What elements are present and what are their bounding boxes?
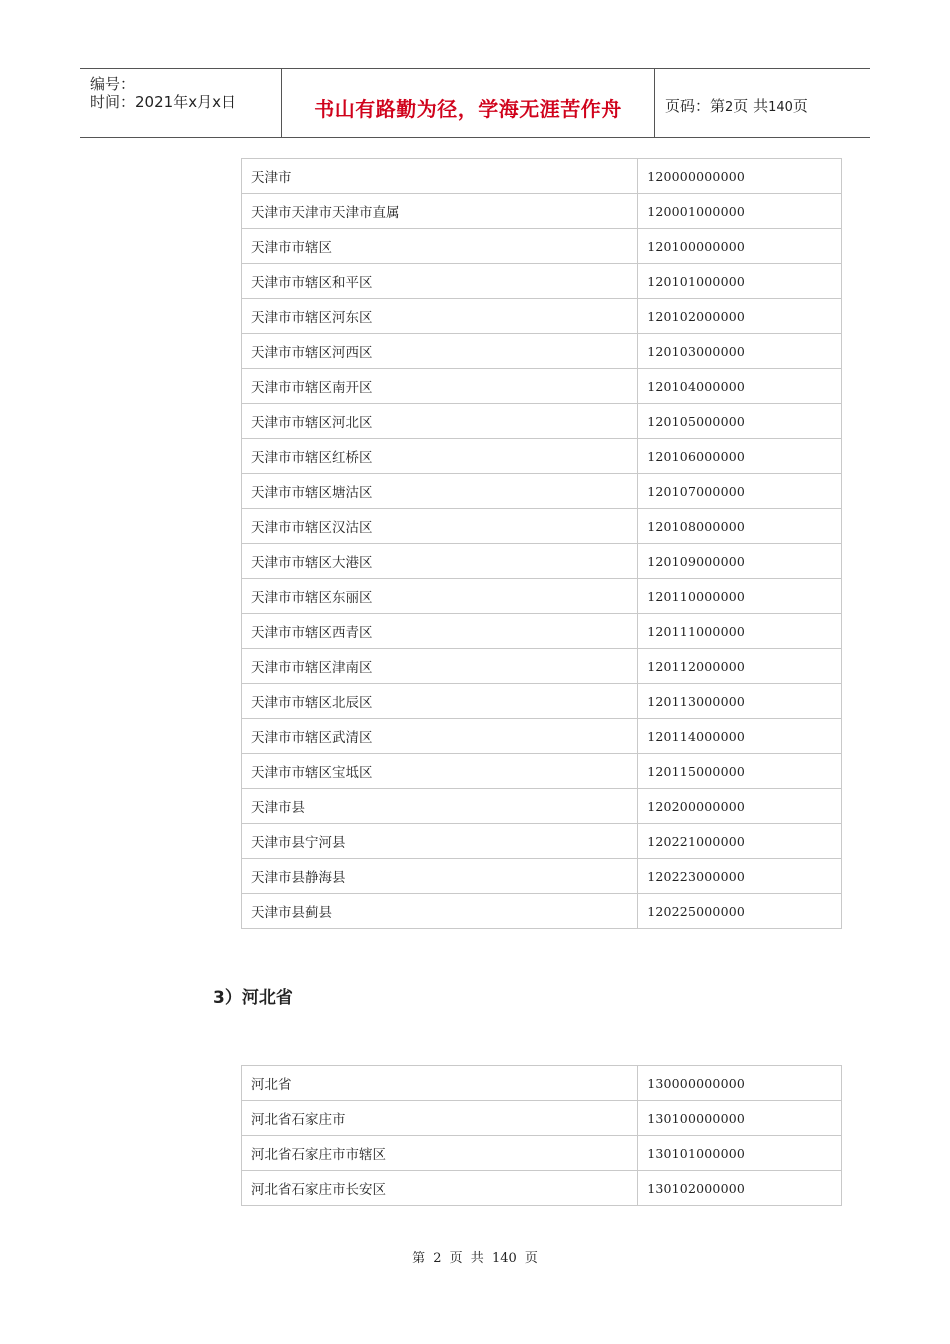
tianjin-code-table: [241, 158, 842, 929]
region-name-cell: 天津市县宁河县: [242, 824, 638, 859]
region-code-cell: 120100000000: [638, 229, 842, 264]
region-code-cell: 120109000000: [638, 544, 842, 579]
page-end-label: 页: [792, 97, 808, 115]
region-code-cell: 130100000000: [638, 1101, 842, 1136]
table-row: [242, 474, 842, 509]
header-page-cell: [655, 69, 870, 137]
table-row: [242, 194, 842, 229]
section-heading-hebei: 3）河北省: [213, 988, 293, 1008]
region-name-cell: 天津市市辖区东丽区: [242, 579, 638, 614]
region-code-cell: 120113000000: [638, 684, 842, 719]
header-info-cell: [80, 69, 282, 137]
region-name-cell: 河北省石家庄市: [242, 1101, 638, 1136]
page-current: 2: [725, 100, 734, 115]
region-code-cell: 120225000000: [638, 894, 842, 929]
region-code-cell: 120001000000: [638, 194, 842, 229]
hebei-code-table: [241, 1065, 842, 1206]
region-code-cell: 120107000000: [638, 474, 842, 509]
region-name-cell: 天津市县蓟县: [242, 894, 638, 929]
region-name-cell: 天津市市辖区汉沽区: [242, 509, 638, 544]
table-row: [242, 649, 842, 684]
region-name-cell: 天津市市辖区河北区: [242, 404, 638, 439]
table-row: [242, 299, 842, 334]
footer-suffix: 页: [524, 1251, 538, 1266]
header-motto: 书山有路勤为径，学海无涯苦作舟: [314, 97, 622, 121]
region-name-cell: 天津市市辖区大港区: [242, 544, 638, 579]
region-name-cell: 天津市市辖区津南区: [242, 649, 638, 684]
region-name-cell: 天津市市辖区武清区: [242, 719, 638, 754]
time-value: 2021年x月x日: [135, 93, 236, 111]
region-name-cell: 天津市市辖区宝坻区: [242, 754, 638, 789]
region-name-cell: 天津市市辖区和平区: [242, 264, 638, 299]
table-row: [242, 159, 842, 194]
region-name-cell: 天津市市辖区河西区: [242, 334, 638, 369]
page-total: 140: [768, 100, 793, 115]
header-page-number: [665, 95, 808, 116]
region-code-cell: 120103000000: [638, 334, 842, 369]
hebei-table-body: [242, 1066, 842, 1206]
table-row: [242, 1171, 842, 1206]
region-code-cell: 130102000000: [638, 1171, 842, 1206]
region-name-cell: 天津市市辖区红桥区: [242, 439, 638, 474]
table-row: [242, 859, 842, 894]
table-row: [242, 509, 842, 544]
region-code-cell: 130101000000: [638, 1136, 842, 1171]
table-row: [242, 439, 842, 474]
region-name-cell: 天津市市辖区北辰区: [242, 684, 638, 719]
table-row: [242, 264, 842, 299]
region-code-cell: 120200000000: [638, 789, 842, 824]
region-name-cell: 天津市: [242, 159, 638, 194]
page-mid-label: 页 共: [733, 97, 769, 115]
region-name-cell: 河北省: [242, 1066, 638, 1101]
region-name-cell: 天津市市辖区塘沽区: [242, 474, 638, 509]
region-code-cell: 120110000000: [638, 579, 842, 614]
footer-mid: 页 共: [449, 1251, 484, 1266]
table-row: [242, 369, 842, 404]
region-code-cell: 120105000000: [638, 404, 842, 439]
region-code-cell: 120115000000: [638, 754, 842, 789]
table-row: [242, 404, 842, 439]
table-row: [242, 894, 842, 929]
page-footer: [0, 1247, 950, 1266]
region-name-cell: 天津市市辖区: [242, 229, 638, 264]
region-name-cell: 天津市县: [242, 789, 638, 824]
region-code-cell: 130000000000: [638, 1066, 842, 1101]
document-number-label: 编号：: [90, 75, 136, 93]
footer-total-pages: 140: [491, 1251, 517, 1266]
tianjin-table-body: [242, 159, 842, 929]
table-row: [242, 614, 842, 649]
region-code-cell: 120111000000: [638, 614, 842, 649]
table-row: [242, 334, 842, 369]
region-name-cell: 天津市市辖区河东区: [242, 299, 638, 334]
region-code-cell: 120108000000: [638, 509, 842, 544]
table-row: [242, 1101, 842, 1136]
region-name-cell: 河北省石家庄市市辖区: [242, 1136, 638, 1171]
table-row: [242, 544, 842, 579]
table-row: [242, 824, 842, 859]
header-motto-cell: [282, 69, 655, 137]
region-code-cell: 120101000000: [638, 264, 842, 299]
region-code-cell: 120112000000: [638, 649, 842, 684]
table-row: [242, 719, 842, 754]
footer-current-page: 2: [433, 1251, 442, 1266]
region-code-cell: 120104000000: [638, 369, 842, 404]
region-code-cell: 120223000000: [638, 859, 842, 894]
region-name-cell: 天津市市辖区西青区: [242, 614, 638, 649]
table-row: [242, 754, 842, 789]
region-name-cell: 天津市县静海县: [242, 859, 638, 894]
document-time: [90, 91, 236, 112]
page-label: 页码：第: [665, 97, 726, 115]
table-row: [242, 1136, 842, 1171]
footer-prefix: 第: [412, 1251, 426, 1266]
page-header: [80, 68, 870, 138]
region-code-cell: 120114000000: [638, 719, 842, 754]
region-name-cell: 天津市市辖区南开区: [242, 369, 638, 404]
table-row: [242, 684, 842, 719]
region-code-cell: 120000000000: [638, 159, 842, 194]
region-name-cell: 天津市天津市天津市直属: [242, 194, 638, 229]
table-row: [242, 1066, 842, 1101]
table-row: [242, 579, 842, 614]
table-row: [242, 789, 842, 824]
region-name-cell: 河北省石家庄市长安区: [242, 1171, 638, 1206]
region-code-cell: 120106000000: [638, 439, 842, 474]
region-code-cell: 120221000000: [638, 824, 842, 859]
table-row: [242, 229, 842, 264]
time-label: 时间：: [90, 93, 136, 111]
region-code-cell: 120102000000: [638, 299, 842, 334]
